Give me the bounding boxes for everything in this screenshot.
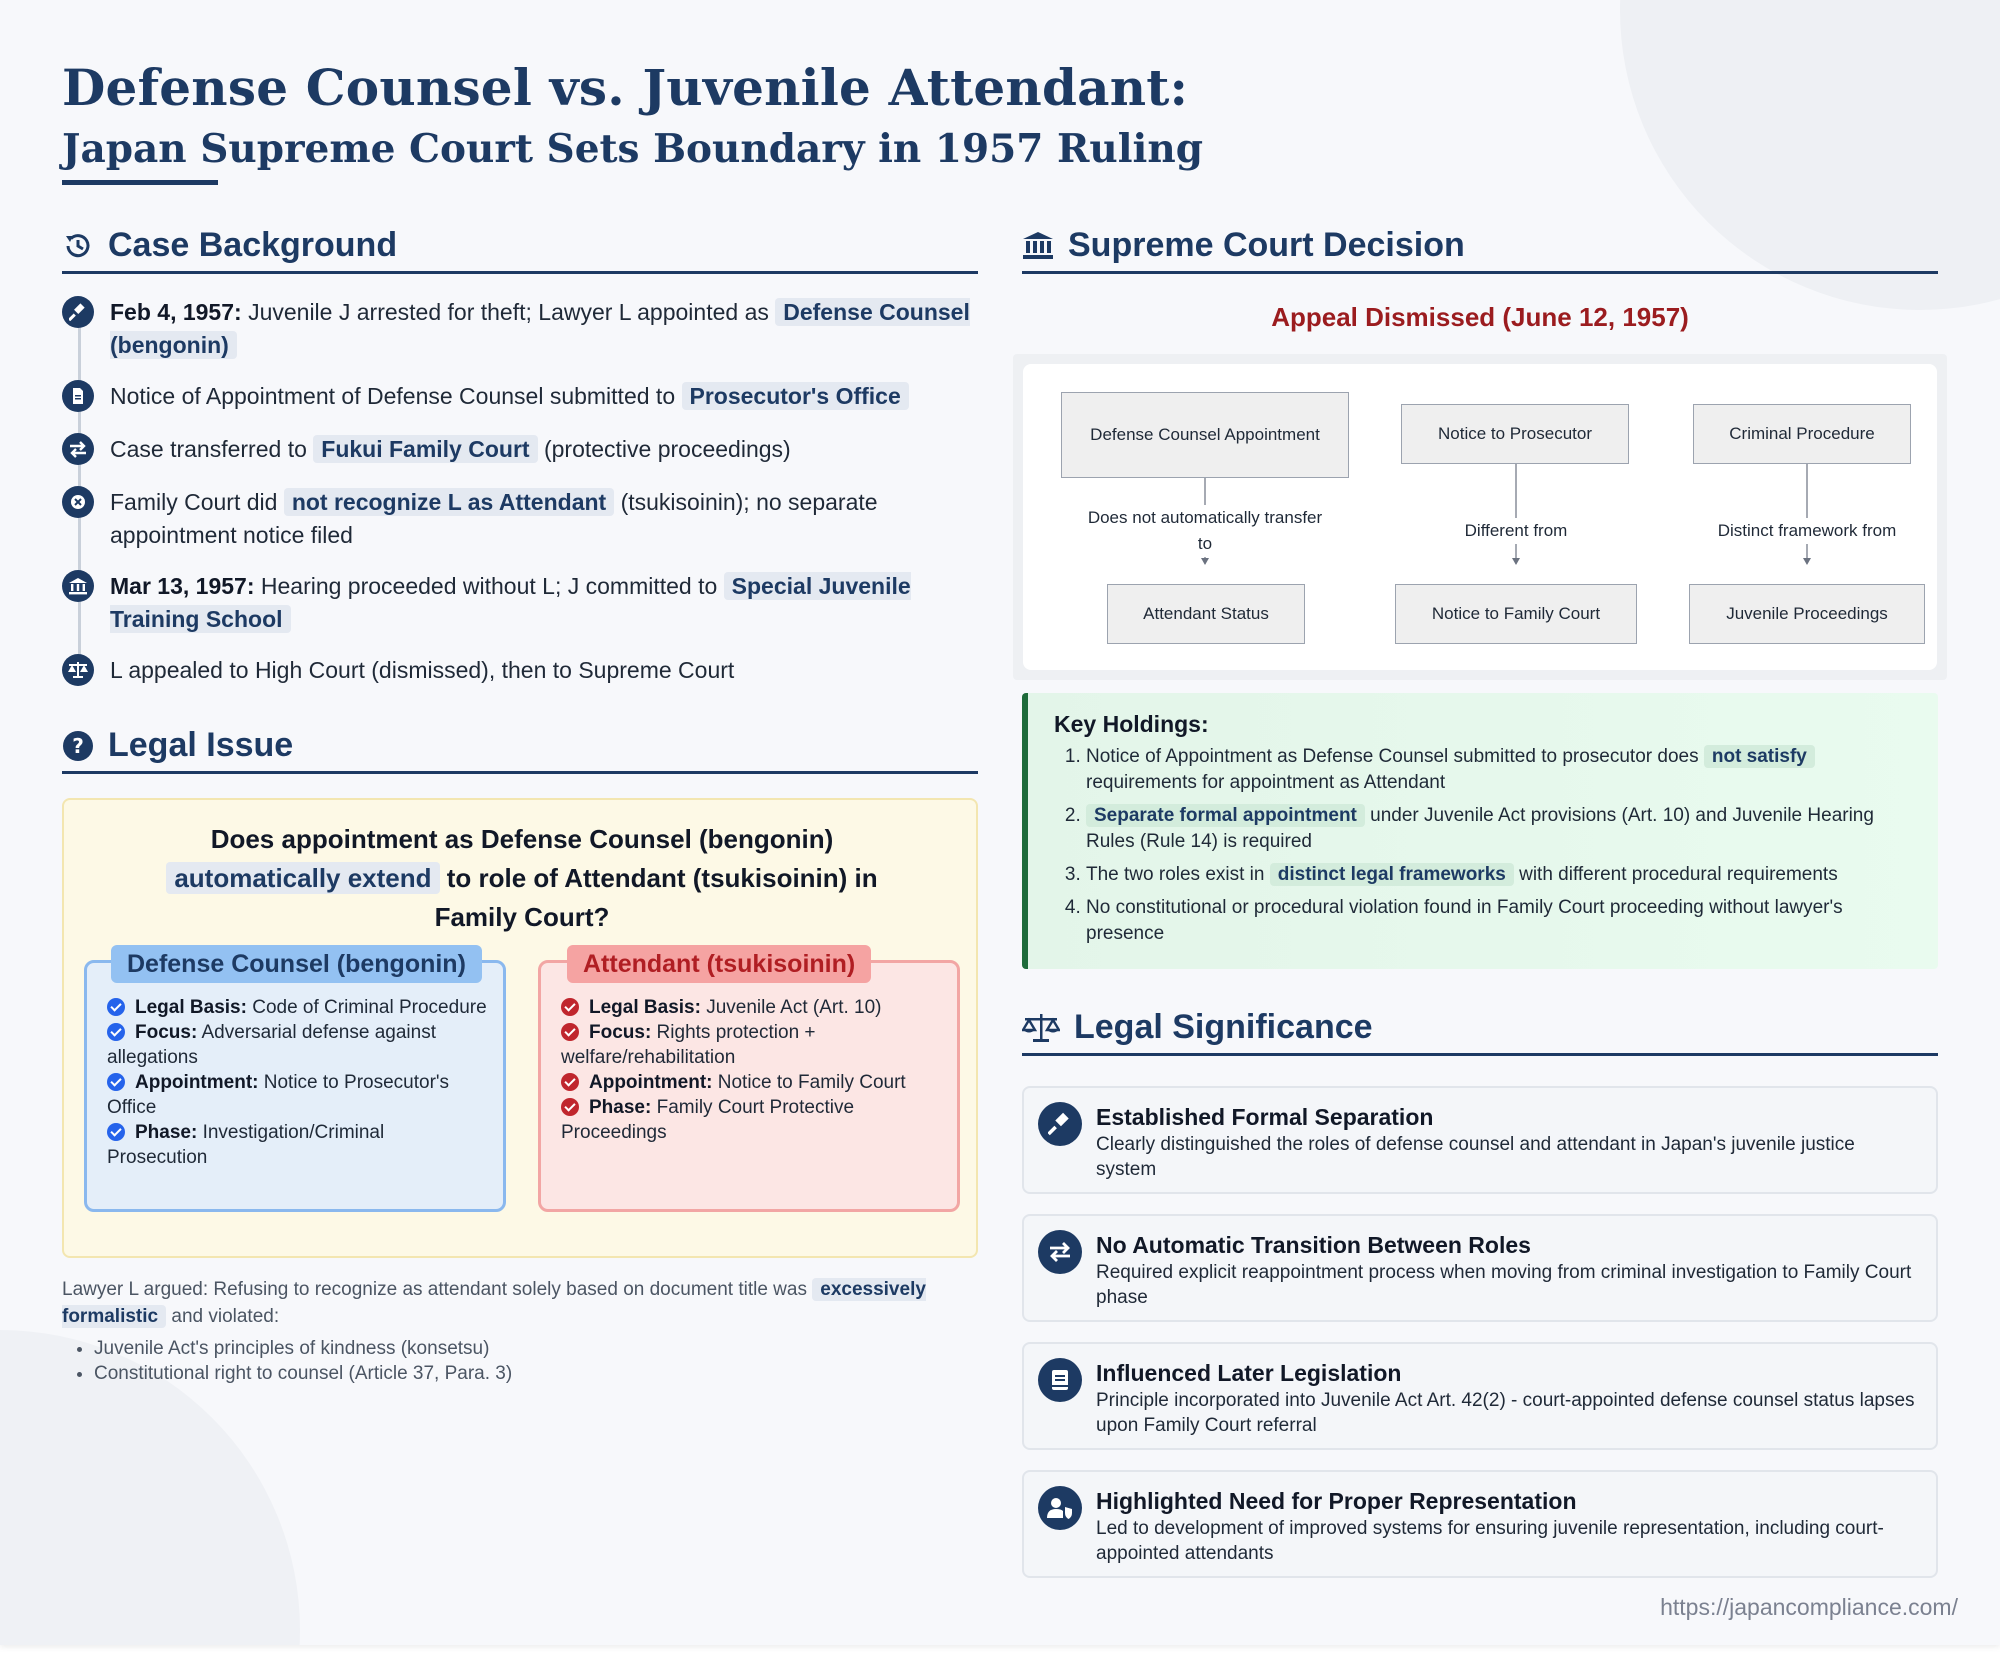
page-subtitle: Japan Supreme Court Sets Boundary in 1957 Ruling [62, 126, 1203, 172]
diagram-node: Defense Counsel Appointment [1061, 392, 1349, 478]
legal-issue-heading [62, 726, 978, 774]
significance-card [1022, 1214, 1938, 1322]
highlight: excessively formalistic [62, 1279, 926, 1327]
diagram-node: Attendant Status [1107, 584, 1305, 644]
holding-item: 4. No constitutional or procedural violation found in Family Court proceeding without lawyer's presence [1086, 895, 1918, 947]
card-description: Led to development of improved systems for ensuring juvenile representation, including court-appointed attendants [1096, 1518, 1884, 1564]
significance-card [1022, 1086, 1938, 1194]
decision-result: Appeal Dismissed (June 12, 1957) [1271, 302, 1689, 332]
legal-question: Does appointment as Defense Counsel (bengonin) automatically extend to role of Attendant (tsukisoinin) in Family Court? [134, 820, 910, 937]
decision-diagram [1013, 354, 1947, 680]
diagram-node: Notice to Prosecutor [1401, 404, 1629, 464]
card-description: Principle incorporated into Juvenile Act Art. 42(2) - court-appointed defense counsel status lapses upon Family Court referral [1096, 1390, 1915, 1436]
check-icon [107, 1073, 125, 1091]
check-icon [561, 1023, 579, 1041]
source-url[interactable]: https://japancompliance.com/ [1660, 1594, 1958, 1620]
holding-item: 3. The two roles exist in distinct legal frameworks with different procedural requirements [1086, 862, 1918, 888]
question-icon [62, 730, 94, 762]
document-icon [62, 380, 94, 412]
holdings-list [1054, 744, 1918, 947]
highlight: distinct legal frameworks [1270, 863, 1514, 886]
legal-significance-heading [1022, 1008, 1938, 1056]
significance-card [1022, 1470, 1938, 1578]
title-underline [62, 180, 218, 185]
section-title: Legal Issue [108, 726, 294, 764]
gavel-icon [62, 296, 94, 328]
role-row: Phase: Investigation/Criminal Prosecution [107, 1122, 385, 1168]
section-title: Supreme Court Decision [1068, 226, 1465, 264]
diagram-canvas [1023, 364, 1937, 670]
key-holdings [1022, 693, 1938, 969]
case-background-heading [62, 226, 978, 274]
timeline-text: Family Court did not recognize L as Attendant (tsukisoinin); no separate appointment notice filed [110, 489, 878, 548]
check-icon [107, 1023, 125, 1041]
section-title: Legal Significance [1074, 1008, 1373, 1046]
timeline-text: Feb 4, 1957: Juvenile J arrested for theft; Lawyer L appointed as Defense Counsel (bengonin) [110, 299, 970, 358]
check-icon [561, 998, 579, 1016]
role-row: Focus: Rights protection + welfare/rehabilitation [561, 1022, 816, 1068]
check-icon [561, 1098, 579, 1116]
section-title: Case Background [108, 226, 398, 264]
card-description: Required explicit reappointment process when moving from criminal investigation to Family Court phase [1096, 1262, 1912, 1308]
timeline-text: Mar 13, 1957: Hearing proceeded without L; J committed to Special Juvenile Training School [110, 573, 911, 632]
diagram-node: Criminal Procedure [1693, 404, 1911, 464]
timeline-item [62, 380, 970, 413]
attendant-card [538, 950, 960, 1212]
timeline-text: Case transferred to Fukui Family Court (protective proceedings) [110, 436, 791, 462]
page-title: Defense Counsel vs. Juvenile Attendant: [62, 58, 1189, 117]
scales-icon [1022, 1012, 1060, 1044]
violations-list [62, 1336, 982, 1386]
highlight: Defense Counsel (bengonin) [110, 299, 970, 358]
courthouse-icon [62, 570, 94, 602]
highlight: Fukui Family Court [313, 435, 537, 463]
lawyer-argument: Lawyer L argued: Refusing to recognize as attendant solely based on document title was excessively formalistic and violated: • Juvenile Act's principles of kindness (konsetsu) • Constitutional right to counsel (Article 37, Para. 3) [62, 1276, 982, 1386]
card-title: Highlighted Need for Proper Representation [1096, 1488, 1577, 1514]
courthouse-icon [1022, 231, 1054, 261]
list-item: • Juvenile Act's principles of kindness (konsetsu) [94, 1336, 982, 1361]
timeline-text: Notice of Appointment of Defense Counsel submitted to Prosecutor's Office [110, 380, 970, 413]
timeline-text: L appealed to High Court (dismissed), then to Supreme Court [110, 657, 735, 683]
role-row: Legal Basis: Code of Criminal Procedure [107, 995, 487, 1020]
check-icon [107, 1123, 125, 1141]
role-row: Appointment: Notice to Prosecutor's Office [107, 1072, 450, 1118]
user-shield-icon [1038, 1486, 1082, 1530]
transfer-icon [1038, 1230, 1082, 1274]
diagram-relation: Distinct framework from [1697, 518, 1917, 544]
highlight: not recognize L as Attendant [284, 488, 614, 516]
card-description: Clearly distinguished the roles of defense counsel and attendant in Japan's juvenile justice system [1096, 1134, 1855, 1180]
svg-text:?: ? [72, 733, 84, 758]
diagram-relation: Different from [1426, 518, 1606, 544]
timeline-item [62, 570, 970, 636]
holdings-title: Key Holdings: [1054, 711, 1209, 737]
cancel-icon [62, 486, 94, 518]
list-item: • Constitutional right to counsel (Article 37, Para. 3) [94, 1361, 982, 1386]
role-row: Focus: Adversarial defense against allegations [107, 1022, 436, 1068]
role-row: Appointment: Notice to Family Court [561, 1070, 941, 1095]
highlight: not satisfy [1704, 745, 1815, 768]
defense-counsel-tag: Defense Counsel (bengonin) [111, 945, 482, 983]
timeline-item [62, 296, 970, 362]
highlight: Special Juvenile Training School [110, 573, 911, 632]
book-icon [1038, 1358, 1082, 1402]
scales-icon [62, 654, 94, 686]
card-title: Influenced Later Legislation [1096, 1360, 1402, 1386]
timeline-item [62, 486, 970, 552]
timeline-item [62, 433, 970, 466]
holding-item: 1. Notice of Appointment as Defense Counsel submitted to prosecutor does not satisfy requirements for appointment as Attendant [1086, 744, 1918, 796]
diagram-node: Juvenile Proceedings [1689, 584, 1925, 644]
card-title: Established Formal Separation [1096, 1104, 1434, 1130]
timeline-item [62, 654, 970, 687]
legal-issue-box [62, 798, 978, 1258]
highlight: Separate formal appointment [1086, 804, 1365, 827]
transfer-icon [62, 433, 94, 465]
history-icon [62, 230, 94, 262]
highlight: Prosecutor's Office [682, 382, 909, 410]
role-row: Phase: Family Court Protective Proceedings [561, 1097, 855, 1143]
check-icon [107, 998, 125, 1016]
check-icon [561, 1073, 579, 1091]
defense-counsel-card [84, 950, 506, 1212]
card-title: No Automatic Transition Between Roles [1096, 1232, 1531, 1258]
attendant-tag: Attendant (tsukisoinin) [567, 945, 871, 983]
significance-card [1022, 1342, 1938, 1450]
decision-heading [1022, 226, 1938, 274]
highlight: automatically extend [166, 862, 439, 894]
gavel-icon [1038, 1102, 1082, 1146]
diagram-relation: Does not automatically transfer to [1085, 505, 1325, 557]
diagram-node: Notice to Family Court [1395, 584, 1637, 644]
role-row: Legal Basis: Juvenile Act (Art. 10) [561, 995, 941, 1020]
holding-item: 2. Separate formal appointment under Juvenile Act provisions (Art. 10) and Juvenile Hearing Rules (Rule 14) is required [1086, 803, 1918, 855]
